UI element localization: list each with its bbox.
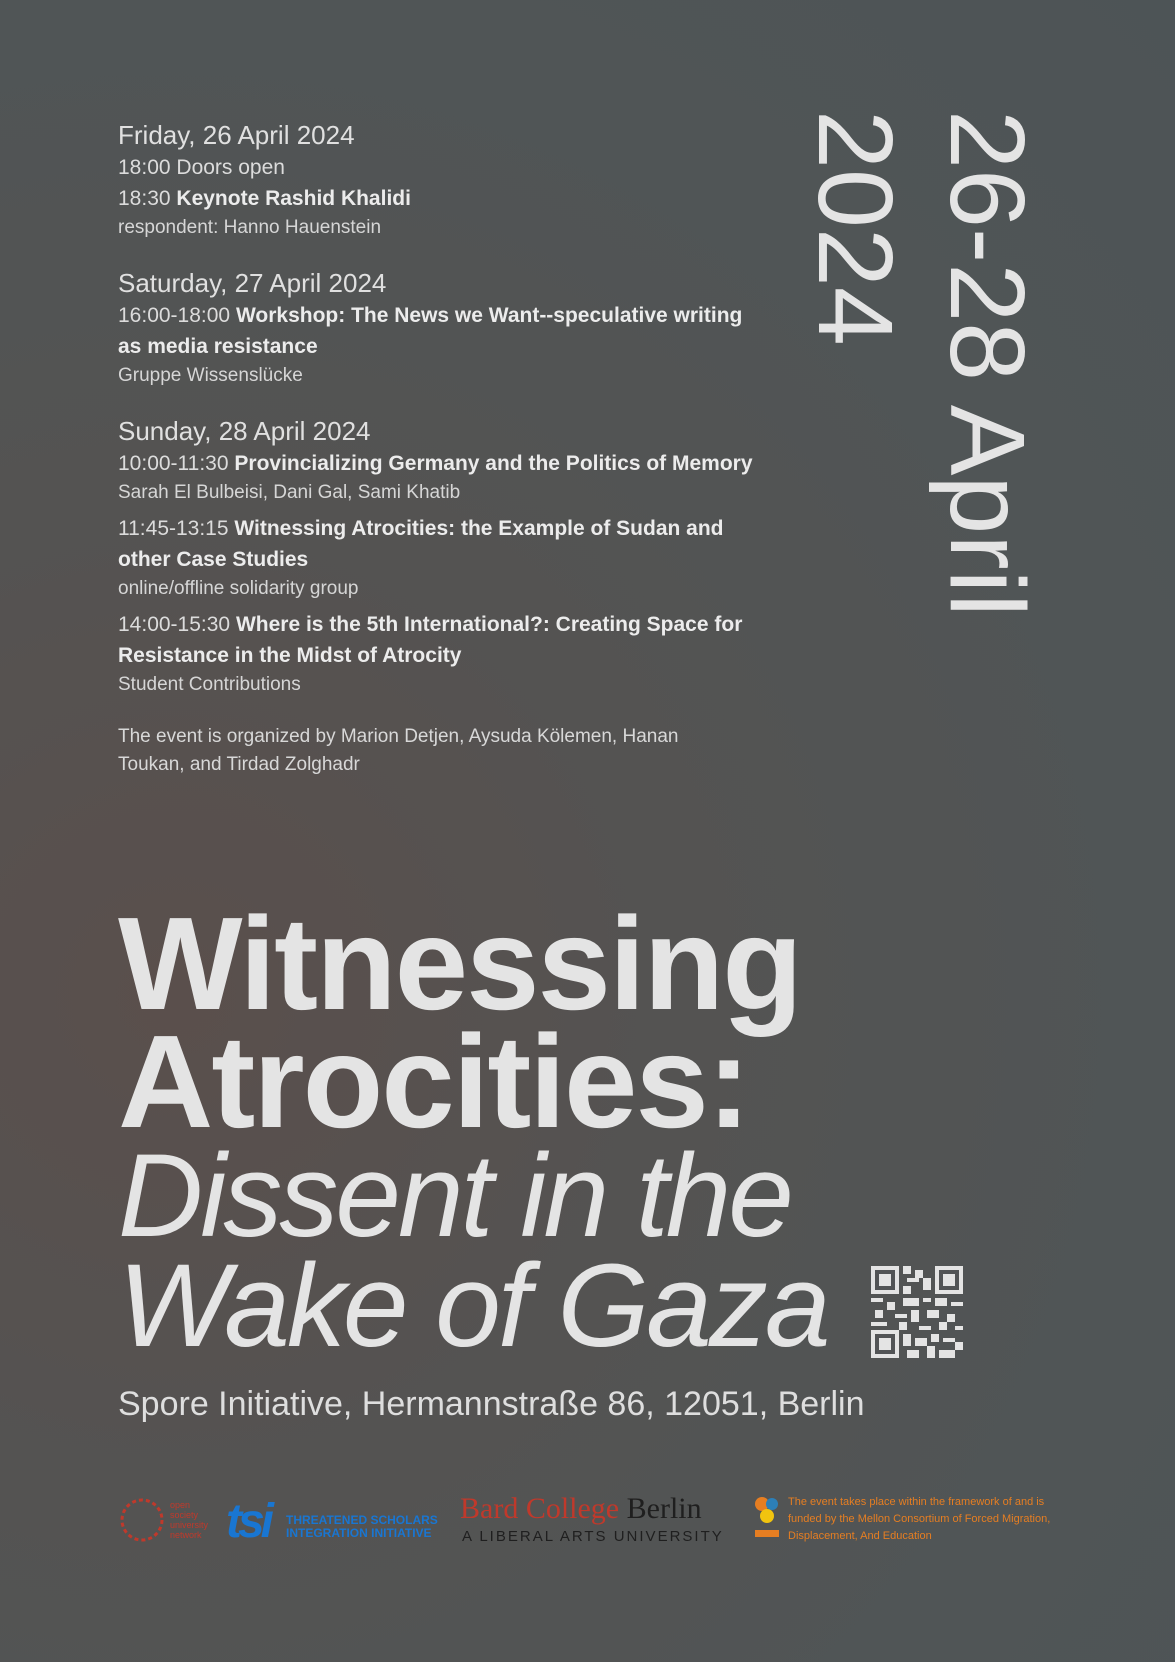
schedule — [118, 118, 768, 779]
sponsor-logos — [118, 1490, 1058, 1554]
vertical-year: 2024 — [796, 110, 914, 346]
slot-people: Sarah El Bulbeisi, Dani Gal, Sami Khatib — [118, 482, 461, 503]
day-title: Saturday, 27 April 2024 — [118, 268, 387, 298]
osun-logo-icon — [118, 1496, 166, 1544]
slot-doors: 18:00 Doors open — [118, 156, 285, 179]
day-title: Friday, 26 April 2024 — [118, 120, 355, 150]
vertical-date-range: 26-28 April — [928, 110, 1046, 617]
slot-provincializing: 10:00-11:30 Provincializing Germany and the Politics of Memory — [118, 452, 753, 475]
slot-people: online/offline solidarity group — [118, 578, 359, 599]
qr-code-icon[interactable] — [871, 1266, 963, 1358]
day-saturday — [118, 266, 768, 390]
title-line-1: Witnessing — [118, 890, 801, 1037]
title-line-3: Dissent in the — [118, 1130, 791, 1262]
vertical-dates — [796, 110, 1060, 690]
slot-workshop: 16:00-18:00 Workshop: The News we Want--speculative writing as media resistance — [118, 304, 743, 358]
venue-address: Spore Initiative, Hermannstraße 86, 12051, Berlin — [118, 1385, 865, 1423]
osun-logo-text: open society university network — [170, 1500, 209, 1540]
bard-logo: Bard College Berlin — [460, 1492, 702, 1525]
organizers: The event is organized by Marion Detjen, Aysuda Kölemen, Hanan Toukan, and Tirdad Zolghadr — [118, 726, 679, 775]
day-sunday — [118, 414, 768, 699]
tsi-logo-mark: tsi — [226, 1495, 271, 1548]
title-line-4: Wake of Gaza — [118, 1240, 828, 1372]
slot-keynote: 18:30 Keynote Rashid Khalidi — [118, 187, 411, 210]
slot-sudan: 11:45-13:15 Witnessing Atrocities: the Example of Sudan and other Case Studies — [118, 517, 724, 571]
mellon-consortium-logo-icon — [752, 1494, 782, 1542]
day-friday — [118, 118, 768, 242]
slot-fifth-international: 14:00-15:30 Where is the 5th International?: Creating Space for Resistance in the Midst of Atrocity — [118, 613, 743, 667]
slot-people: Student Contributions — [118, 674, 301, 695]
mellon-funding-note: The event takes place within the framework of and is funded by the Mellon Consortium of Forced Migration, Displacement, And Education — [788, 1496, 1051, 1542]
tsi-logo-text: THREATENED SCHOLARS INTEGRATION INITIATIVE — [286, 1513, 438, 1540]
slot-people: respondent: Hanno Hauenstein — [118, 217, 382, 238]
slot-people: Gruppe Wissenslücke — [118, 365, 303, 386]
bard-logo-subtitle: A LIBERAL ARTS UNIVERSITY — [462, 1528, 724, 1545]
title-line-2: Atrocities: — [118, 1008, 749, 1155]
day-title: Sunday, 28 April 2024 — [118, 416, 371, 446]
